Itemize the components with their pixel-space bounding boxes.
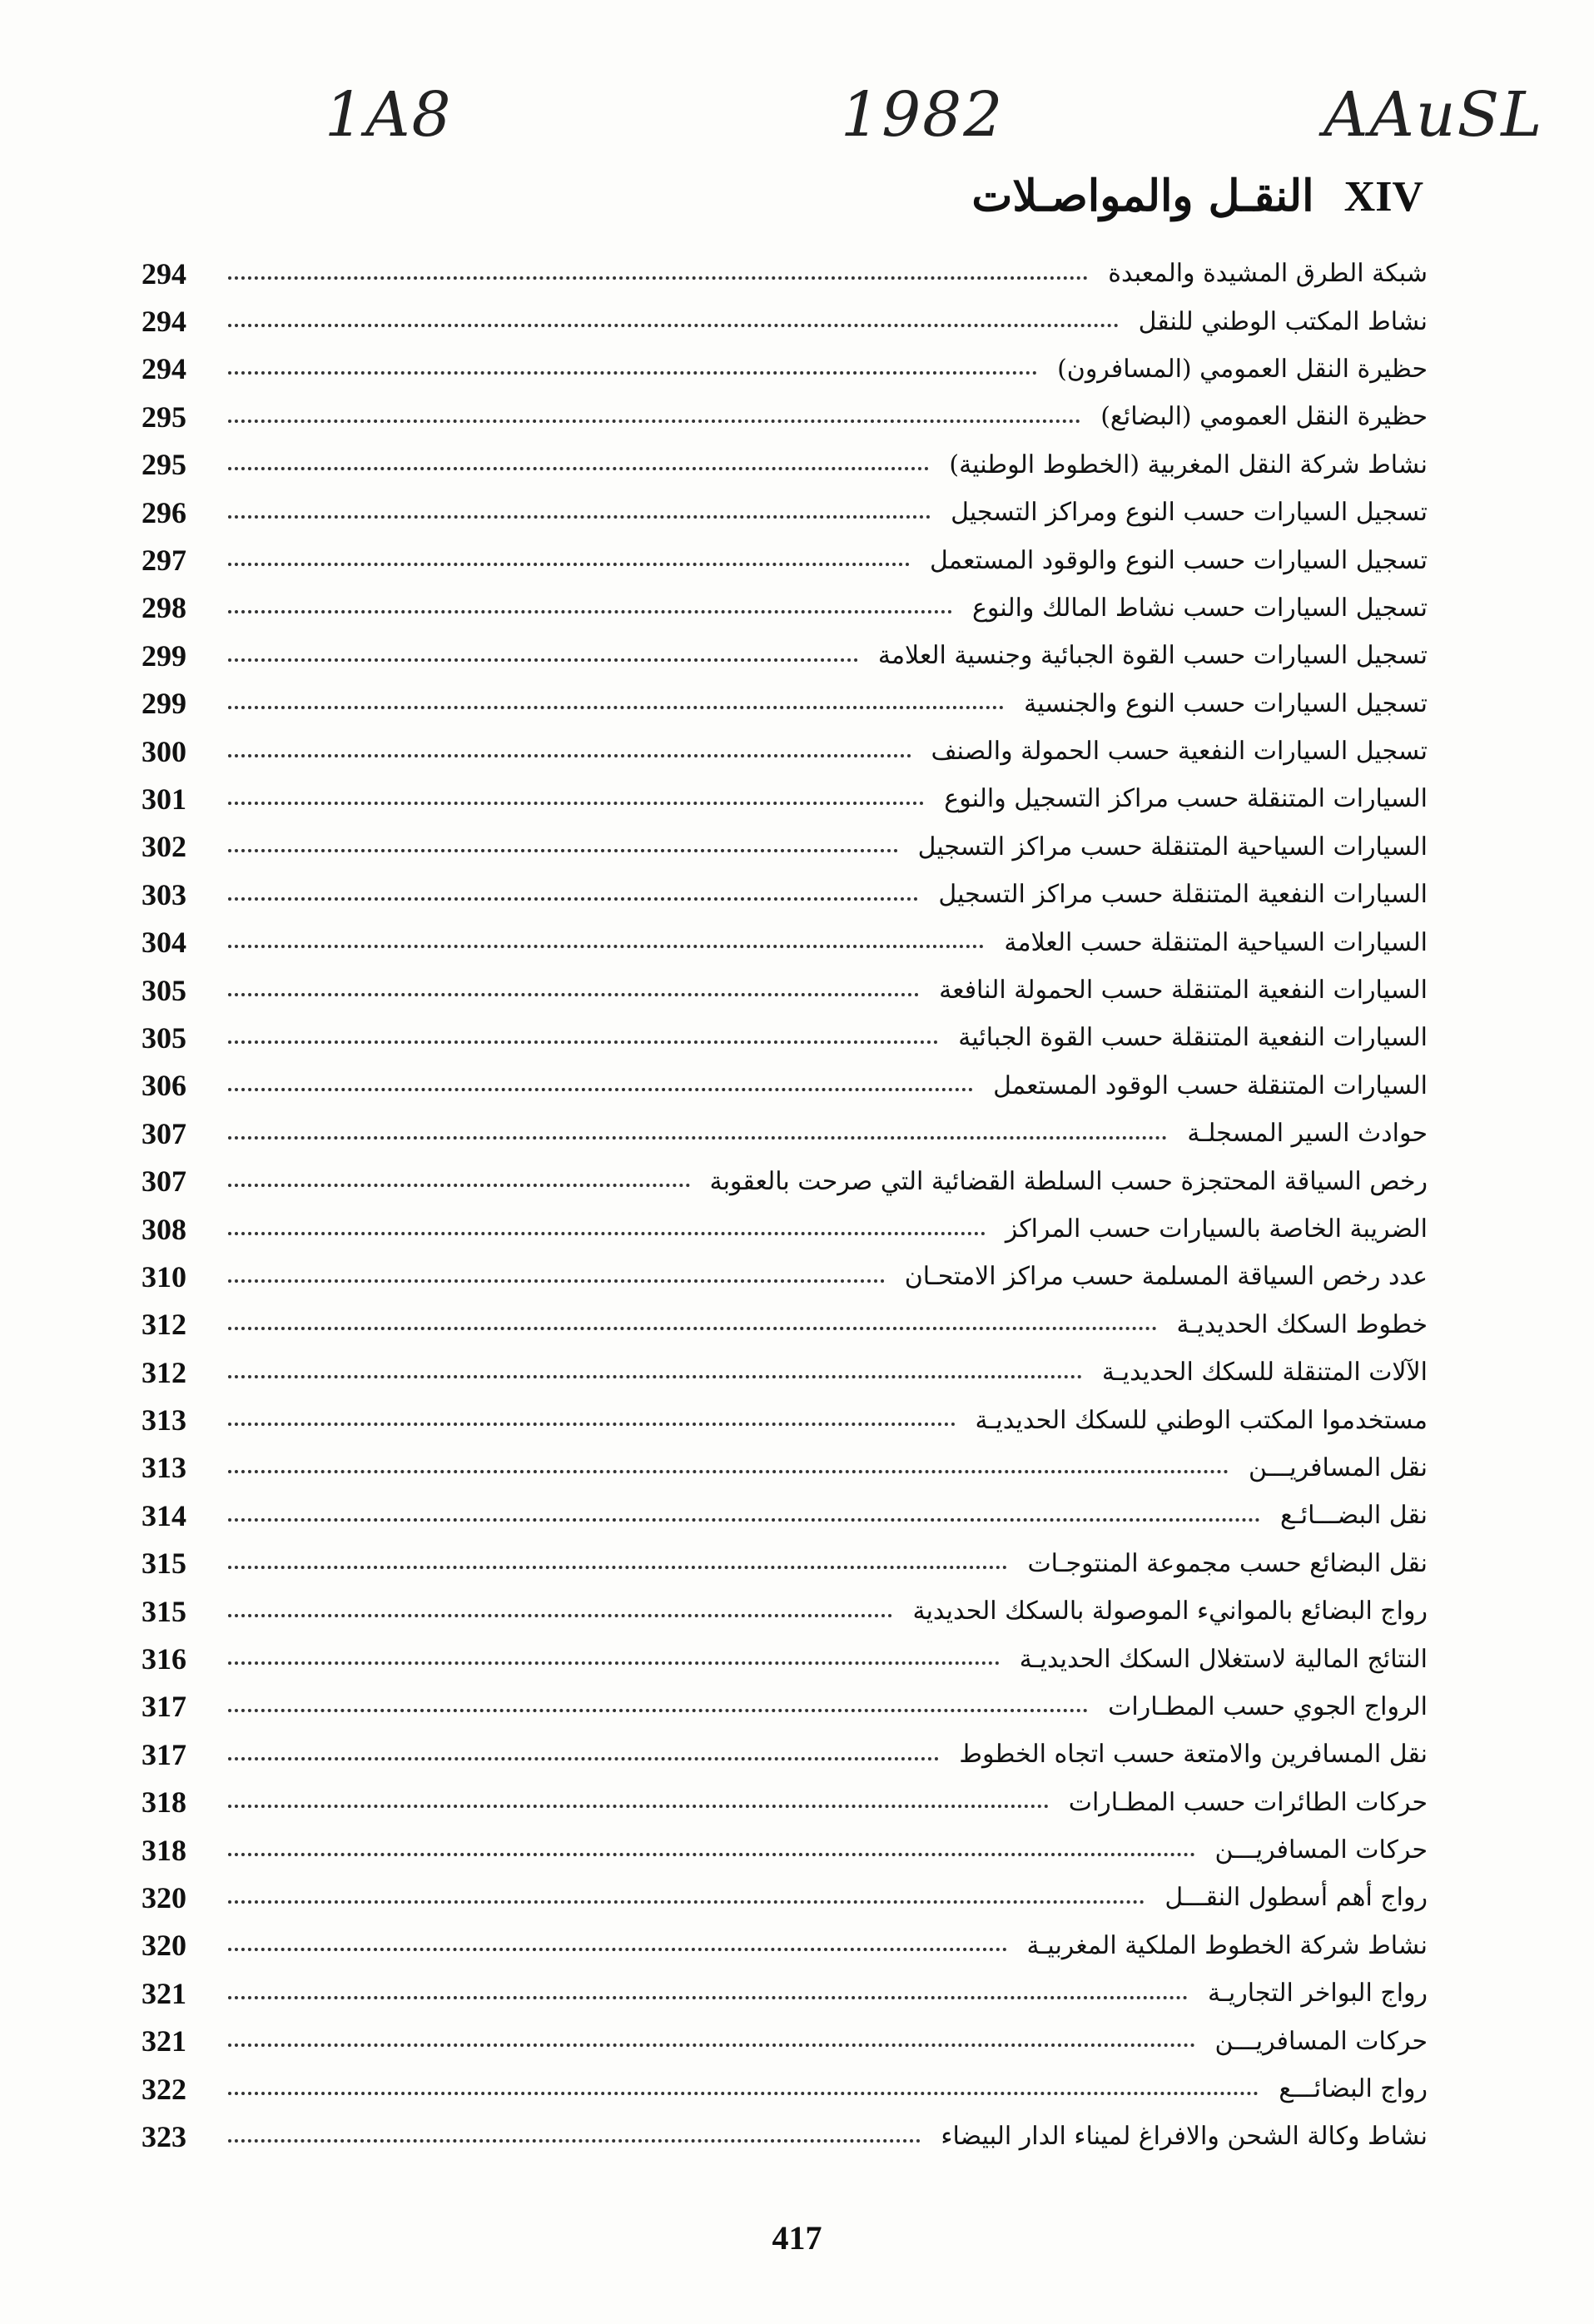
dot-leader xyxy=(228,610,952,613)
toc-entry-title: السيارات النفعية المتنقلة حسب الحمولة النافعة xyxy=(939,976,1428,1006)
toc-page-number: 312 xyxy=(142,1355,186,1389)
toc-row xyxy=(142,1301,1428,1348)
toc-entry-title: تسجيل السيارات حسب القوة الجبائية وجنسية العلامة xyxy=(877,641,1428,671)
toc-entry-title: رواج البضائع بالموانيء الموصولة بالسكك الحديدية xyxy=(912,1597,1428,1626)
dot-leader xyxy=(228,1853,1195,1856)
toc-page-number: 314 xyxy=(142,1498,186,1532)
toc-row xyxy=(142,1826,1428,1874)
dot-leader xyxy=(228,1518,1260,1522)
dot-leader xyxy=(228,945,984,948)
dot-leader xyxy=(228,802,924,805)
toc-row xyxy=(142,2113,1428,2160)
dot-leader xyxy=(228,2043,1195,2047)
toc-row xyxy=(142,1874,1428,1921)
toc-page-number: 315 xyxy=(142,1594,186,1628)
toc-page-number: 295 xyxy=(142,400,186,434)
toc-entry-title: نشاط شركة الخطوط الملكية المغربيـة xyxy=(1026,1930,1428,1960)
toc-row xyxy=(142,1110,1428,1157)
toc-entry-title: نقل المسافريـــن xyxy=(1249,1452,1428,1482)
toc-entry-title: نقل البضائع حسب مجموعة المنتوجـات xyxy=(1027,1548,1428,1578)
toc-row xyxy=(142,345,1428,393)
toc-entry-title: السيارات المتنقلة حسب مراكز التسجيل والنوع xyxy=(944,784,1428,814)
handwritten-note-left: 1A8 xyxy=(325,79,453,151)
toc-entry-title: رواج البضائـــع xyxy=(1279,2074,1428,2104)
dot-leader xyxy=(228,1327,1157,1330)
toc-entry-title: الرواج الجوي حسب المطـارات xyxy=(1108,1691,1428,1721)
toc-entry-title: السيارات السياحية المتنقلة حسب العلامة xyxy=(1004,927,1428,957)
dot-leader xyxy=(228,2139,921,2143)
toc-entry-title: نشاط المكتب الوطني للنقل xyxy=(1138,306,1428,336)
toc-page-number: 317 xyxy=(142,1690,186,1724)
toc-row xyxy=(142,680,1428,727)
toc-page-number: 294 xyxy=(142,305,186,339)
toc-entry-title: حظيرة النقل العمومي (المسافرون) xyxy=(1057,354,1428,384)
toc-entry-title: مستخدموا المكتب الوطني للسكك الحديديـة xyxy=(975,1405,1428,1435)
toc-row xyxy=(142,1396,1428,1443)
dot-leader xyxy=(228,993,919,996)
page-number: 417 xyxy=(772,2219,822,2257)
toc-entry-title: نقل المسافرين والامتعة حسب اتجاه الخطوط xyxy=(959,1740,1428,1770)
toc-entry-title: رواج البواخر التجاريـة xyxy=(1208,1979,1428,2009)
toc-page-number: 303 xyxy=(142,877,186,911)
dot-leader xyxy=(228,420,1080,423)
toc-entry-title: السيارات النفعية المتنقلة حسب مراكز التسجيل xyxy=(938,880,1428,910)
section-code: XIV xyxy=(1343,173,1423,221)
toc-row xyxy=(142,1157,1428,1204)
toc-page-number: 315 xyxy=(142,1547,186,1581)
toc-row xyxy=(142,1922,1428,1969)
dot-leader xyxy=(228,1470,1229,1473)
toc-entry-title: حركات المسافريـــن xyxy=(1214,1835,1428,1865)
toc-page-number: 302 xyxy=(142,830,186,864)
toc-page-number: 294 xyxy=(142,352,186,386)
toc-page-number: 308 xyxy=(142,1212,186,1246)
toc-row xyxy=(142,966,1428,1014)
dot-leader xyxy=(228,1948,1007,1951)
toc-page-number: 323 xyxy=(142,2119,186,2153)
toc-page-number: 322 xyxy=(142,2072,186,2106)
toc-row xyxy=(142,1540,1428,1587)
dot-leader xyxy=(228,1566,1007,1569)
toc-page-number: 312 xyxy=(142,1308,186,1342)
toc-page-number: 307 xyxy=(142,1116,186,1150)
handwritten-note-right: AAuSL xyxy=(1323,79,1544,151)
toc-entry-title: نشاط وكالة الشحن والافراغ لميناء الدار البيضاء xyxy=(941,2122,1428,2152)
dot-leader xyxy=(228,1423,956,1426)
toc-entry-title: الضريبة الخاصة بالسيارات حسب المراكز xyxy=(1005,1214,1428,1244)
toc-entry-title: السيارات السياحية المتنقلة حسب مراكز التسجيل xyxy=(917,832,1428,862)
toc-page-number: 305 xyxy=(142,1020,186,1055)
table-of-contents xyxy=(142,250,1428,2161)
toc-row xyxy=(142,441,1428,489)
dot-leader xyxy=(228,1375,1082,1378)
toc-entry-title: خطوط السكك الحديديـة xyxy=(1176,1309,1428,1339)
dot-leader xyxy=(228,2092,1259,2095)
toc-entry-title: حركات الطائرات حسب المطـارات xyxy=(1068,1787,1428,1817)
toc-entry-title: تسجيل السيارات حسب نشاط المالك والنوع xyxy=(972,593,1428,623)
toc-entry-title: النتائج المالية لاستغلال السكك الحديديـة xyxy=(1019,1644,1428,1674)
toc-entry-title: حوادث السير المسجلـة xyxy=(1187,1119,1428,1149)
toc-page-number: 313 xyxy=(142,1403,186,1438)
toc-row xyxy=(142,250,1428,297)
toc-page-number: 318 xyxy=(142,1785,186,1820)
toc-page-number: 320 xyxy=(142,1880,186,1914)
section-title: النقـل والمواصـلات xyxy=(971,171,1314,221)
toc-page-number: 300 xyxy=(142,734,186,768)
dot-leader xyxy=(228,1709,1088,1712)
section-heading xyxy=(971,171,1423,221)
toc-entry-title: تسجيل السيارات حسب النوع والجنسية xyxy=(1024,688,1428,718)
dot-leader xyxy=(228,563,910,566)
toc-page-number: 320 xyxy=(142,1929,186,1963)
dot-leader xyxy=(228,1088,973,1091)
dot-leader xyxy=(228,324,1119,327)
toc-row xyxy=(142,1731,1428,1778)
dot-leader xyxy=(228,1136,1167,1140)
toc-row xyxy=(142,775,1428,822)
toc-page-number: 299 xyxy=(142,687,186,721)
toc-row xyxy=(142,2065,1428,2113)
toc-page-number: 310 xyxy=(142,1259,186,1294)
dot-leader xyxy=(228,1232,986,1235)
toc-page-number: 294 xyxy=(142,256,186,290)
handwritten-note-center: 1982 xyxy=(841,79,1005,151)
toc-entry-title: السيارات المتنقلة حسب الوقود المستعمل xyxy=(993,1070,1428,1100)
dot-leader xyxy=(228,1900,1145,1904)
dot-leader xyxy=(228,897,918,901)
dot-leader xyxy=(228,276,1088,280)
toc-row xyxy=(142,1492,1428,1539)
toc-page-number: 318 xyxy=(142,1833,186,1867)
toc-page-number: 307 xyxy=(142,1164,186,1199)
dot-leader xyxy=(228,658,858,662)
dot-leader xyxy=(228,1279,885,1283)
dot-leader xyxy=(228,754,911,757)
toc-page-number: 317 xyxy=(142,1737,186,1771)
toc-page-number: 305 xyxy=(142,973,186,1007)
toc-row xyxy=(142,1779,1428,1826)
toc-page-number: 298 xyxy=(142,591,186,625)
dot-leader xyxy=(228,467,929,470)
toc-row xyxy=(142,1587,1428,1635)
toc-row xyxy=(142,727,1428,775)
toc-entry-title: رواج أهم أسطول النقـــل xyxy=(1164,1883,1428,1913)
toc-row xyxy=(142,1348,1428,1396)
toc-page-number: 296 xyxy=(142,495,186,529)
dot-leader xyxy=(228,706,1004,709)
toc-entry-title: الآلات المتنقلة للسكك الحديديـة xyxy=(1101,1358,1428,1388)
toc-entry-title: تسجيل السيارات حسب النوع ومراكز التسجيل xyxy=(951,498,1428,528)
toc-row xyxy=(142,1253,1428,1300)
toc-row xyxy=(142,871,1428,918)
toc-row xyxy=(142,1683,1428,1731)
toc-row xyxy=(142,1062,1428,1110)
toc-entry-title: تسجيل السيارات حسب النوع والوقود المستعمل xyxy=(930,545,1428,575)
dot-leader xyxy=(228,1757,939,1760)
dot-leader xyxy=(228,371,1037,375)
dot-leader xyxy=(228,515,931,519)
toc-page-number: 295 xyxy=(142,448,186,482)
toc-row xyxy=(142,584,1428,632)
dot-leader xyxy=(228,1661,1000,1665)
toc-row xyxy=(142,1444,1428,1492)
dot-leader xyxy=(228,1614,892,1617)
toc-row xyxy=(142,2017,1428,2064)
toc-page-number: 316 xyxy=(142,1642,186,1676)
dot-leader xyxy=(228,1184,690,1187)
toc-page-number: 297 xyxy=(142,544,186,578)
toc-page-number: 313 xyxy=(142,1451,186,1485)
toc-page-number: 321 xyxy=(142,1976,186,2010)
toc-page-number: 306 xyxy=(142,1069,186,1103)
toc-entry-title: حظيرة النقل العمومي (البضائع) xyxy=(1100,402,1428,432)
toc-page-number: 299 xyxy=(142,638,186,673)
toc-page-number: 321 xyxy=(142,2024,186,2058)
toc-entry-title: عدد رخص السياقة المسلمة حسب مراكز الامتحـان xyxy=(904,1262,1428,1292)
toc-entry-title: رخص السياقة المحتجزة حسب السلطة القضائية التي صرحت بالعقوبة xyxy=(709,1166,1428,1196)
dot-leader xyxy=(228,849,898,852)
toc-row xyxy=(142,918,1428,966)
toc-row xyxy=(142,1635,1428,1682)
toc-row xyxy=(142,632,1428,679)
toc-row xyxy=(142,1205,1428,1253)
dot-leader xyxy=(228,1805,1049,1808)
toc-row xyxy=(142,297,1428,345)
toc-row xyxy=(142,1014,1428,1061)
toc-row xyxy=(142,393,1428,440)
dot-leader xyxy=(228,1996,1188,1999)
toc-entry-title: شبكة الطرق المشيدة والمعبدة xyxy=(1108,259,1428,289)
toc-entry-title: نقل البضـــائـع xyxy=(1280,1501,1428,1531)
toc-row xyxy=(142,489,1428,536)
toc-row xyxy=(142,823,1428,871)
toc-entry-title: تسجيل السيارات النفعية حسب الحمولة والصنف xyxy=(931,737,1428,767)
toc-row xyxy=(142,536,1428,583)
toc-page-number: 304 xyxy=(142,926,186,960)
dot-leader xyxy=(228,1040,938,1044)
toc-entry-title: حركات المسافريـــن xyxy=(1214,2026,1428,2056)
toc-entry-title: السيارات النفعية المتنقلة حسب القوة الجبائية xyxy=(958,1023,1428,1053)
toc-entry-title: نشاط شركة النقل المغربية (الخطوط الوطنية) xyxy=(949,449,1428,479)
toc-row xyxy=(142,1969,1428,2017)
toc-page-number: 301 xyxy=(142,782,186,816)
